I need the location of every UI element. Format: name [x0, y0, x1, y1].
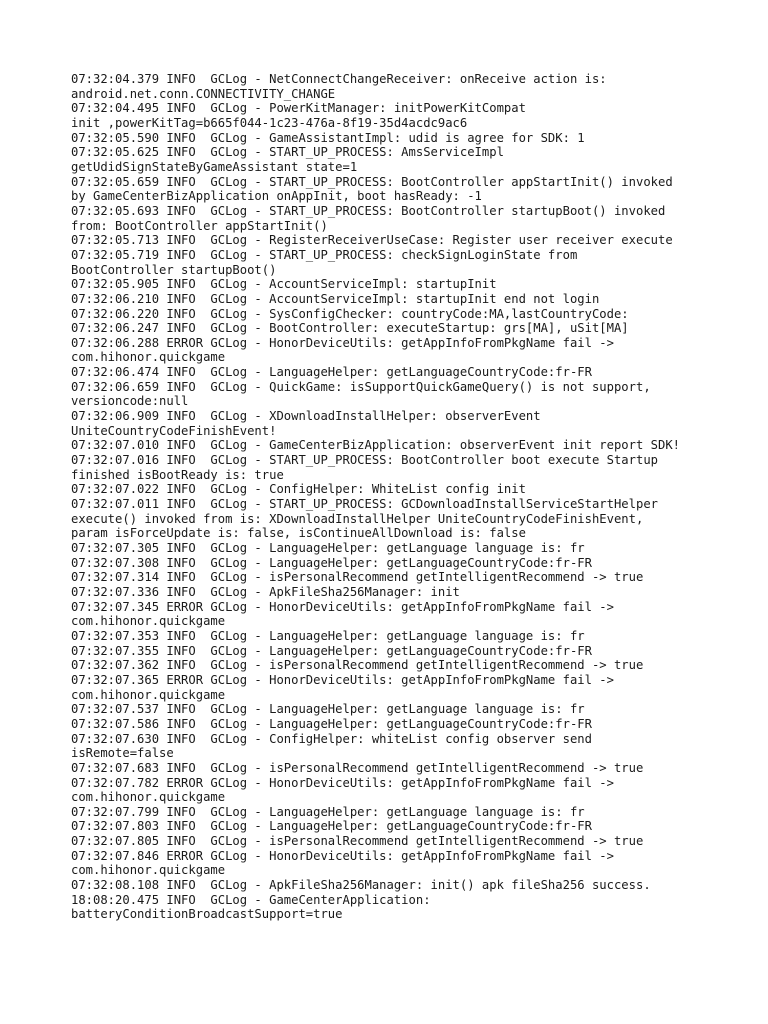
log-line: 07:32:07.799 INFO GCLog - LanguageHelper: getLanguage language is: fr [71, 804, 585, 819]
log-line: 07:32:05.693 INFO GCLog - START_UP_PROCESS: BootController startupBoot() invoked [71, 203, 666, 218]
log-line: 07:32:06.210 INFO GCLog - AccountServiceImpl: startupInit end not login [71, 291, 600, 306]
log-line: com.hihonor.quickgame [71, 790, 226, 805]
log-line: 07:32:07.537 INFO GCLog - LanguageHelper: getLanguage language is: fr [71, 702, 585, 717]
log-line: 07:32:04.379 INFO GCLog - NetConnectChangeReceiver: onReceive action is: [71, 72, 607, 86]
log-line: 07:32:07.336 INFO GCLog - ApkFileSha256Manager: init [71, 584, 460, 599]
log-line: from: BootController appStartInit() [71, 218, 328, 233]
log-line: 07:32:06.220 INFO GCLog - SysConfigChecker: countryCode:MA,lastCountryCode: [71, 306, 629, 321]
log-line: android.net.conn.CONNECTIVITY_CHANGE [71, 86, 336, 101]
log-line: com.hihonor.quickgame [71, 350, 226, 365]
log-line: 07:32:07.314 INFO GCLog - isPersonalRecommend getIntelligentRecommend -> true [71, 570, 644, 585]
log-line: 07:32:06.247 INFO GCLog - BootController: executeStartup: grs[MA], uSit[MA] [71, 321, 629, 336]
log-line: com.hihonor.quickgame [71, 863, 226, 878]
log-line: 07:32:07.630 INFO GCLog - ConfigHelper: whiteList config observer send [71, 731, 592, 746]
log-line: BootController startupBoot() [71, 262, 277, 277]
log-line: 07:32:05.625 INFO GCLog - START_UP_PROCESS: AmsServiceImpl [71, 145, 504, 160]
log-line: 07:32:05.905 INFO GCLog - AccountServiceImpl: startupInit [71, 277, 497, 292]
log-line: batteryConditionBroadcastSupport=true [71, 907, 343, 922]
log-line: 07:32:07.846 ERROR GCLog - HonorDeviceUtils: getAppInfoFromPkgName fail -> [71, 848, 614, 863]
log-line: 07:32:08.108 INFO GCLog - ApkFileSha256Manager: init() apk fileSha256 success. [71, 878, 651, 893]
log-line: 07:32:05.713 INFO GCLog - RegisterReceiverUseCase: Register user receiver execute [71, 233, 673, 248]
log-line: 07:32:07.805 INFO GCLog - isPersonalRecommend getIntelligentRecommend -> true [71, 834, 644, 849]
log-line: 07:32:07.803 INFO GCLog - LanguageHelper: getLanguageCountryCode:fr-FR [71, 819, 592, 834]
log-line: 07:32:07.355 INFO GCLog - LanguageHelper: getLanguageCountryCode:fr-FR [71, 643, 592, 658]
log-line: 07:32:07.345 ERROR GCLog - HonorDeviceUtils: getAppInfoFromPkgName fail -> [71, 599, 614, 614]
log-line: 07:32:07.353 INFO GCLog - LanguageHelper: getLanguage language is: fr [71, 628, 585, 643]
log-line: versioncode:null [71, 394, 189, 409]
log-line: 07:32:07.022 INFO GCLog - ConfigHelper: WhiteList config init [71, 482, 526, 497]
log-line: getUdidSignStateByGameAssistant state=1 [71, 159, 358, 174]
log-line: 07:32:06.474 INFO GCLog - LanguageHelper: getLanguageCountryCode:fr-FR [71, 365, 592, 380]
log-line: 07:32:06.288 ERROR GCLog - HonorDeviceUtils: getAppInfoFromPkgName fail -> [71, 335, 614, 350]
log-line: 07:32:07.016 INFO GCLog - START_UP_PROCESS: BootController boot execute Startup [71, 453, 658, 468]
log-line: 07:32:05.719 INFO GCLog - START_UP_PROCESS: checkSignLoginState from [71, 247, 578, 262]
log-line: finished isBootReady is: true [71, 467, 284, 482]
log-line: 07:32:07.305 INFO GCLog - LanguageHelper: getLanguage language is: fr [71, 541, 585, 555]
log-line: 07:32:04.495 INFO GCLog - PowerKitManager: initPowerKitCompat [71, 101, 526, 116]
log-line: 07:32:06.909 INFO GCLog - XDownloadInstallHelper: observerEvent [71, 409, 541, 424]
log-line: 07:32:07.365 ERROR GCLog - HonorDeviceUtils: getAppInfoFromPkgName fail -> [71, 672, 614, 687]
log-line: isRemote=false [71, 746, 174, 761]
log-line: 07:32:07.586 INFO GCLog - LanguageHelper: getLanguageCountryCode:fr-FR [71, 716, 592, 731]
log-line: init ,powerKitTag=b665f044-1c23-476a-8f19-35d4acdc9ac6 [71, 115, 468, 130]
log-line: com.hihonor.quickgame [71, 687, 226, 702]
log-line: 07:32:07.011 INFO GCLog - START_UP_PROCESS: GCDownloadInstallServiceStartHelper [71, 497, 658, 512]
log-line: 18:08:20.475 INFO GCLog - GameCenterApplication: [71, 892, 431, 907]
log-line: 07:32:05.590 INFO GCLog - GameAssistantImpl: udid is agree for SDK: 1 [71, 130, 585, 145]
log-line: execute() invoked from is: XDownloadInstallHelper UniteCountryCodeFinishEvent, [71, 511, 644, 526]
log-line: UniteCountryCodeFinishEvent! [71, 423, 277, 438]
log-line: 07:32:07.308 INFO GCLog - LanguageHelper: getLanguageCountryCode:fr-FR [71, 555, 592, 570]
log-line: 07:32:06.659 INFO GCLog - QuickGame: isSupportQuickGameQuery() is not support, [71, 379, 651, 394]
log-line: param isForceUpdate is: false, isContinueAllDownload is: false [71, 526, 526, 541]
log-line: by GameCenterBizApplication onAppInit, boot hasReady: -1 [71, 189, 482, 204]
log-line: 07:32:07.010 INFO GCLog - GameCenterBizApplication: observerEvent init report SDK! [71, 438, 681, 453]
log-line: com.hihonor.quickgame [71, 614, 226, 629]
log-line: 07:32:07.683 INFO GCLog - isPersonalRecommend getIntelligentRecommend -> true [71, 760, 644, 775]
log-line: 07:32:07.362 INFO GCLog - isPersonalRecommend getIntelligentRecommend -> true [71, 658, 644, 673]
log-line: 07:32:07.782 ERROR GCLog - HonorDeviceUtils: getAppInfoFromPkgName fail -> [71, 775, 614, 790]
log-line: 07:32:05.659 INFO GCLog - START_UP_PROCESS: BootController appStartInit() invoked [71, 174, 673, 189]
log-document [71, 72, 751, 922]
